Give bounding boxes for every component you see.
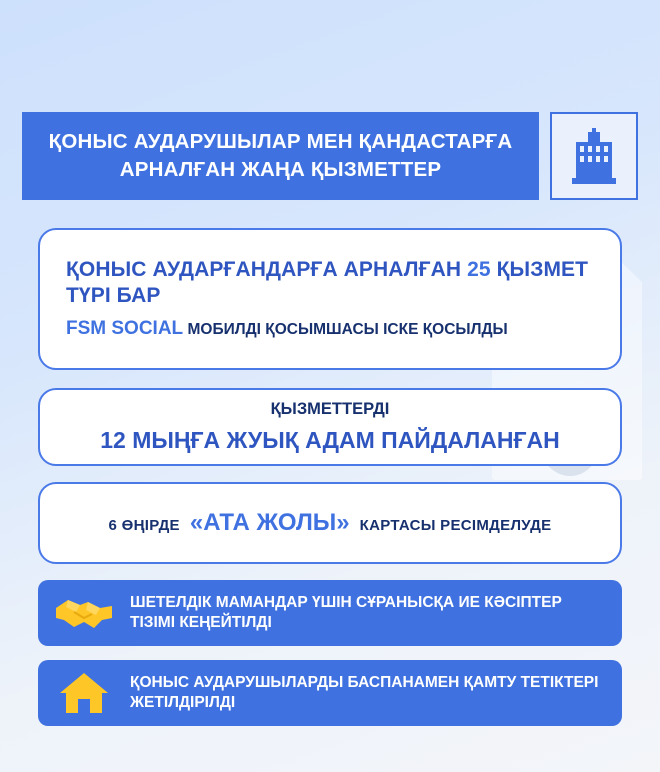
header [22,112,638,200]
handshake-icon [38,580,130,646]
highlight-row-professions [38,580,622,646]
highlight-row-housing-text: ҚОНЫС АУДАРУШЫЛАРДЫ БАСПАНАМЕН ҚАМТУ ТЕТІКТЕРІ ЖЕТІЛДІРІЛДІ [130,673,599,711]
info-card-ata-joly [38,482,622,564]
card-1-sub-text: МОБИЛДІ ҚОСЫМШАСЫ ІСКЕ ҚОСЫЛДЫ [187,321,508,339]
house-icon [38,660,130,726]
card-1-main-text: ҚОНЫС АУДАРҒАНДАРҒА АРНАЛҒАН 25 ҚЫЗМЕТ ТҮРІ БАР [66,258,589,308]
card-1-sub-line [66,318,594,341]
card-2-prefix: ҚЫЗМЕТТЕРДІ [270,400,390,418]
card-3-prefix: 6 ӨҢІРДЕ [108,517,180,534]
page-title: ҚОНЫС АУДАРУШЫЛАР МЕН ҚАНДАСТАРҒА АРНАЛҒАН ЖАҢА ҚЫЗМЕТТЕР [48,130,513,181]
highlight-row-housing [38,660,622,726]
info-card-users [38,388,622,466]
government-building-icon [550,112,638,200]
card-2-emphasis: 12 МЫҢҒА ЖУЫҚ АДАМ ПАЙДАЛАНҒАН [100,427,560,453]
fsm-social-brand: FSM SOCIAL [66,318,184,340]
info-card-services [38,228,622,370]
highlight-row-professions-text: ШЕТЕЛДІК МАМАНДАР ҮШІН СҰРАНЫСҚА ИЕ КӘСІПТЕР ТІЗІМІ КЕҢЕЙТІЛДІ [130,593,562,631]
card-3-suffix: КАРТАСЫ РЕСІМДЕЛУДЕ [359,517,552,534]
card-3-emphasis: «АТА ЖОЛЫ» [189,509,350,536]
header-band [22,112,539,200]
